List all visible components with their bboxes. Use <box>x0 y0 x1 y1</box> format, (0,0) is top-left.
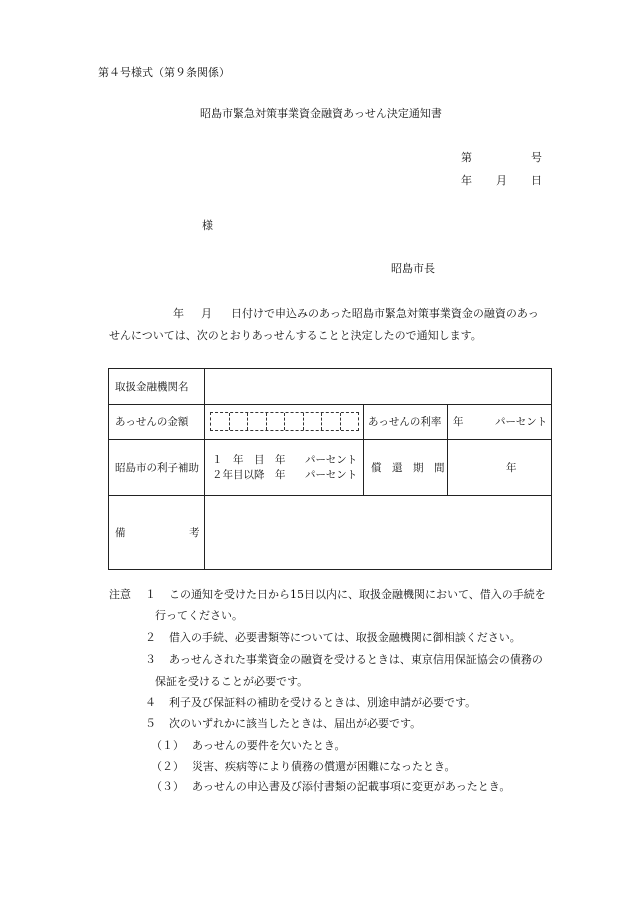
subnote-1-number: （１） <box>151 739 184 752</box>
subnote-2: 災害、疾病等により債務の償還が困難になったとき。 <box>192 760 456 773</box>
subnote-3: あっせんの申込書及び添付書類の記載事項に変更があったとき。 <box>192 780 511 793</box>
note-4-number: ４ <box>145 696 156 709</box>
document-title: 昭島市緊急対策事業資金融資あっせん決定通知書 <box>200 107 442 120</box>
subsidy-line1-unit: パーセント <box>305 453 358 466</box>
document-number-dai: 第 <box>461 151 472 164</box>
institution-label: 取扱金融機関名 <box>115 381 189 393</box>
subnote-2-number: （２） <box>151 760 184 773</box>
rate-label: あっせんの利率 <box>368 416 442 428</box>
subnote-1: あっせんの要件を欠いたとき。 <box>192 739 346 752</box>
note-3-number: ３ <box>145 653 156 666</box>
date-month: 月 <box>496 174 507 187</box>
subsidy-line2-unit: パーセント <box>305 468 358 481</box>
rate-unit: パーセント <box>495 416 548 428</box>
note-5-number: ５ <box>145 717 156 730</box>
rate-year: 年 <box>453 416 464 428</box>
note-2: 借入の手続、必要書類等については、取扱金融機関に御相談ください。 <box>169 631 521 644</box>
remarks-label-2: 考 <box>189 526 200 539</box>
body-month: 月 <box>201 307 212 320</box>
note-1-number: １ <box>145 588 156 601</box>
issuer-name: 昭島市長 <box>391 262 435 275</box>
note-3-line1: あっせんされた事業資金の融資を受けるときは、東京信用保証協会の債務の <box>169 653 543 666</box>
body-year: 年 <box>173 307 184 320</box>
institution-value[interactable] <box>205 369 551 404</box>
subsidy-line1-label: １ 年 目 年 <box>212 453 286 466</box>
subsidy-label: 昭島市の利子補助 <box>115 461 199 474</box>
notes-header: 注意 <box>109 588 131 601</box>
date-day: 日 <box>531 174 542 187</box>
loan-details-table <box>108 368 552 570</box>
note-3-line2: 保証を受けることが必要です。 <box>155 675 309 688</box>
subsidy-line2-label: ２年目以降 年 <box>212 468 286 481</box>
amount-digit-boxes[interactable] <box>210 412 359 431</box>
amount-label: あっせんの金額 <box>115 416 189 428</box>
date-year: 年 <box>461 174 472 187</box>
document-number-go: 号 <box>531 151 542 164</box>
note-1-line1: この通知を受けた日から15日以内に、取扱金融機関において、借入の手続を <box>169 588 546 601</box>
form-number: 第４号様式（第９条関係） <box>98 66 230 79</box>
note-2-number: ２ <box>145 631 156 644</box>
note-4: 利子及び保証料の補助を受けるときは、別途申請が必要です。 <box>169 696 477 709</box>
note-1-line2: 行ってください。 <box>155 609 243 622</box>
subnote-3-number: （３） <box>151 780 184 793</box>
body-line2: せんについては、次のとおりあっせんすることと決定したので通知します。 <box>109 329 482 342</box>
addressee-suffix: 様 <box>202 219 213 232</box>
remarks-value[interactable] <box>205 495 551 569</box>
remarks-label-1: 備 <box>115 526 126 539</box>
body-line1: 日付けで申込みのあった昭島市緊急対策事業資金の融資のあっ <box>231 307 539 320</box>
repayment-value: 年 <box>506 461 517 474</box>
note-5: 次のいずれかに該当したときは、届出が必要です。 <box>169 717 422 730</box>
repayment-label: 償 還 期 間 <box>371 461 445 474</box>
